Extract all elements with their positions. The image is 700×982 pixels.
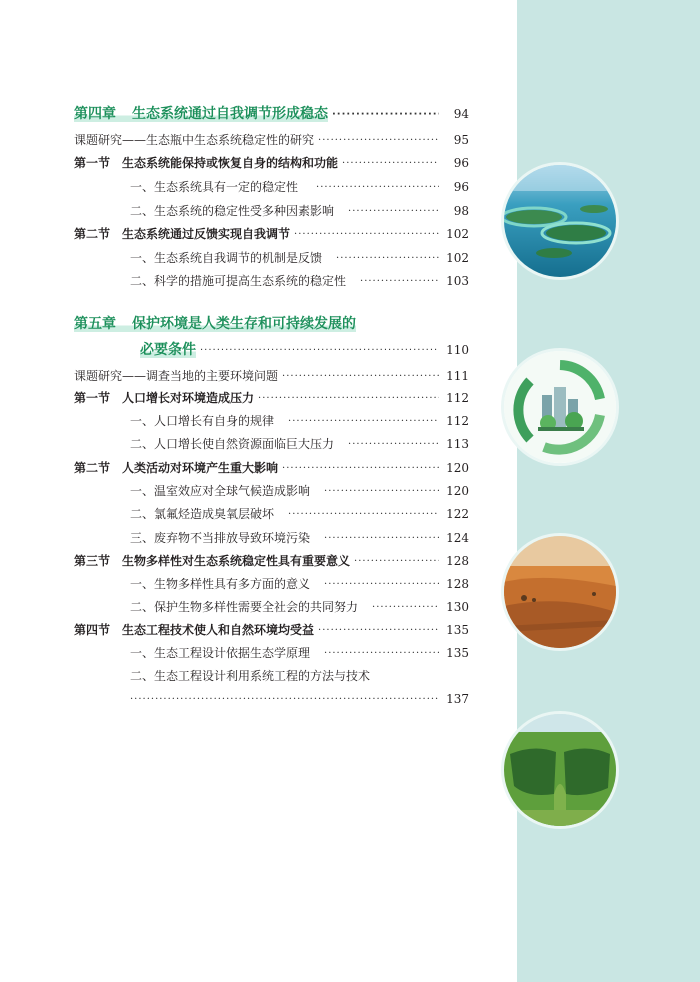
- page-number: 103: [446, 274, 469, 288]
- toc-chapter-5[interactable]: [74, 312, 469, 332]
- toc-subsection[interactable]: [74, 199, 469, 219]
- leader-dots: [288, 508, 439, 522]
- subsection-title: 一、生态系统具有一定的稳定性: [130, 180, 299, 194]
- section-title: 人口增长对环境造成压力: [122, 391, 255, 405]
- toc-subsection[interactable]: [74, 502, 469, 522]
- section-number: 第一节: [74, 391, 111, 405]
- page-number: 96: [453, 156, 469, 170]
- page-number: 130: [446, 600, 469, 614]
- toc-section[interactable]: [74, 386, 469, 406]
- leader-dots: [354, 555, 439, 569]
- forest-field-photo: [501, 711, 619, 829]
- leader-dots: [200, 344, 439, 358]
- page-number: 135: [446, 646, 469, 660]
- toc-subsection[interactable]: [74, 572, 469, 592]
- toc-section[interactable]: [74, 618, 469, 638]
- leader-dots: [318, 134, 439, 148]
- section-title: 生态系统通过反馈实现自我调节: [122, 227, 291, 241]
- toc-study-5[interactable]: [74, 364, 469, 384]
- toc-chapter-5-cont[interactable]: [74, 338, 469, 358]
- leader-dots: [336, 252, 439, 266]
- leader-dots: [324, 485, 439, 499]
- section-title: 人类活动对环境产生重大影响: [122, 461, 279, 475]
- leader-dots: [342, 157, 439, 171]
- toc-subsection[interactable]: [74, 432, 469, 452]
- subsection-title: 二、人口增长使自然资源面临巨大压力: [130, 437, 335, 451]
- page-number: 112: [446, 414, 469, 428]
- subsection-title: 一、人口增长有自身的规律: [130, 414, 275, 428]
- toc-subsection[interactable]: [74, 479, 469, 499]
- toc-subsection[interactable]: [74, 175, 469, 195]
- subsection-title: 二、生态工程设计利用系统工程的方法与技术: [130, 669, 371, 683]
- section-number: 第一节: [74, 156, 111, 170]
- leader-dots: [332, 108, 439, 122]
- leader-dots: [288, 415, 439, 429]
- leader-dots: [316, 181, 439, 195]
- leader-dots: [324, 647, 439, 661]
- toc-subsection[interactable]: [74, 641, 469, 661]
- chapter-label: 第五章: [74, 316, 116, 332]
- page-number: 128: [446, 577, 469, 591]
- leader-dots: [348, 205, 439, 219]
- section-title: 生态工程技术使人和自然环境均受益: [122, 623, 315, 637]
- subsection-title: 二、保护生物多样性需要全社会的共同努力: [130, 600, 359, 614]
- leader-dots: [324, 578, 439, 592]
- page-number: 137: [446, 692, 469, 706]
- leader-dots: [130, 693, 439, 707]
- toc-subsection-cont[interactable]: [74, 687, 469, 707]
- leader-dots: [318, 624, 439, 638]
- leader-dots: [294, 228, 439, 242]
- page-number: 120: [446, 461, 469, 475]
- side-color-band: [517, 0, 700, 982]
- subsection-title: 二、科学的措施可提高生态系统的稳定性: [130, 274, 347, 288]
- section-title: 生物多样性对生态系统稳定性具有重要意义: [122, 554, 351, 568]
- subsection-title: 二、生态系统的稳定性受多种因素影响: [130, 204, 335, 218]
- page-number: 95: [453, 133, 469, 147]
- toc-section[interactable]: [74, 549, 469, 569]
- recycling-city-illustration: [501, 348, 619, 466]
- page-number: 102: [446, 227, 469, 241]
- page-number: 124: [446, 531, 469, 545]
- page-number: 113: [446, 437, 469, 451]
- toc-chapter-4[interactable]: [74, 102, 469, 122]
- toc-section[interactable]: [74, 222, 469, 242]
- section-number: 第三节: [74, 554, 111, 568]
- section-number: 第四节: [74, 623, 111, 637]
- leader-dots: [282, 370, 439, 384]
- chapter-title-line2: 必要条件: [140, 342, 196, 358]
- chapter-title-line1: 保护环境是人类生存和可持续发展的: [132, 316, 356, 332]
- page-number: 128: [446, 554, 469, 568]
- toc-section[interactable]: [74, 456, 469, 476]
- island-lagoon-photo: [501, 162, 619, 280]
- subsection-title: 一、温室效应对全球气候造成影响: [130, 484, 311, 498]
- toc-subsection[interactable]: [74, 246, 469, 266]
- study-label: 课题研究: [74, 369, 123, 383]
- page-number: 94: [453, 107, 469, 121]
- toc-subsection[interactable]: [74, 595, 469, 615]
- leader-dots: [348, 438, 439, 452]
- subsection-title: 三、废弃物不当排放导致环境污染: [130, 531, 311, 545]
- chapter-title: 生态系统通过自我调节形成稳态: [132, 106, 328, 122]
- subsection-title: 二、氯氟烃造成臭氧层破坏: [130, 507, 275, 521]
- page-number: 122: [446, 507, 469, 521]
- toc-study-4[interactable]: [74, 128, 469, 148]
- subsection-title: 一、生态系统自我调节的机制是反馈: [130, 251, 323, 265]
- page-number: 96: [453, 180, 469, 194]
- chapter-label: 第四章: [74, 106, 116, 122]
- toc-subsection[interactable]: [74, 664, 469, 684]
- leader-dots: [372, 601, 439, 615]
- toc-subsection[interactable]: [74, 526, 469, 546]
- section-number: 第二节: [74, 461, 111, 475]
- page-number: 112: [446, 391, 469, 405]
- page-number: 111: [446, 369, 469, 383]
- section-title: 生态系统能保持或恢复自身的结构和功能: [122, 156, 339, 170]
- study-title: ——调查当地的主要环境问题: [122, 369, 279, 383]
- section-number: 第二节: [74, 227, 111, 241]
- page-number: 110: [446, 343, 469, 357]
- page-number: 98: [453, 204, 469, 218]
- leader-dots: [324, 532, 439, 546]
- page-number: 135: [446, 623, 469, 637]
- toc-subsection[interactable]: [74, 409, 469, 429]
- toc-subsection[interactable]: [74, 269, 469, 289]
- subsection-title: 一、生态工程设计依据生态学原理: [130, 646, 311, 660]
- leader-dots: [360, 275, 439, 289]
- page-number: 120: [446, 484, 469, 498]
- page-number: 102: [446, 251, 469, 265]
- study-title: ——生态瓶中生态系统稳定性的研究: [122, 133, 315, 147]
- study-label: 课题研究: [74, 133, 123, 147]
- desert-photo: [501, 533, 619, 651]
- toc-section[interactable]: [74, 151, 469, 171]
- subsection-title: 一、生物多样性具有多方面的意义: [130, 577, 311, 591]
- leader-dots: [258, 392, 439, 406]
- leader-dots: [282, 462, 439, 476]
